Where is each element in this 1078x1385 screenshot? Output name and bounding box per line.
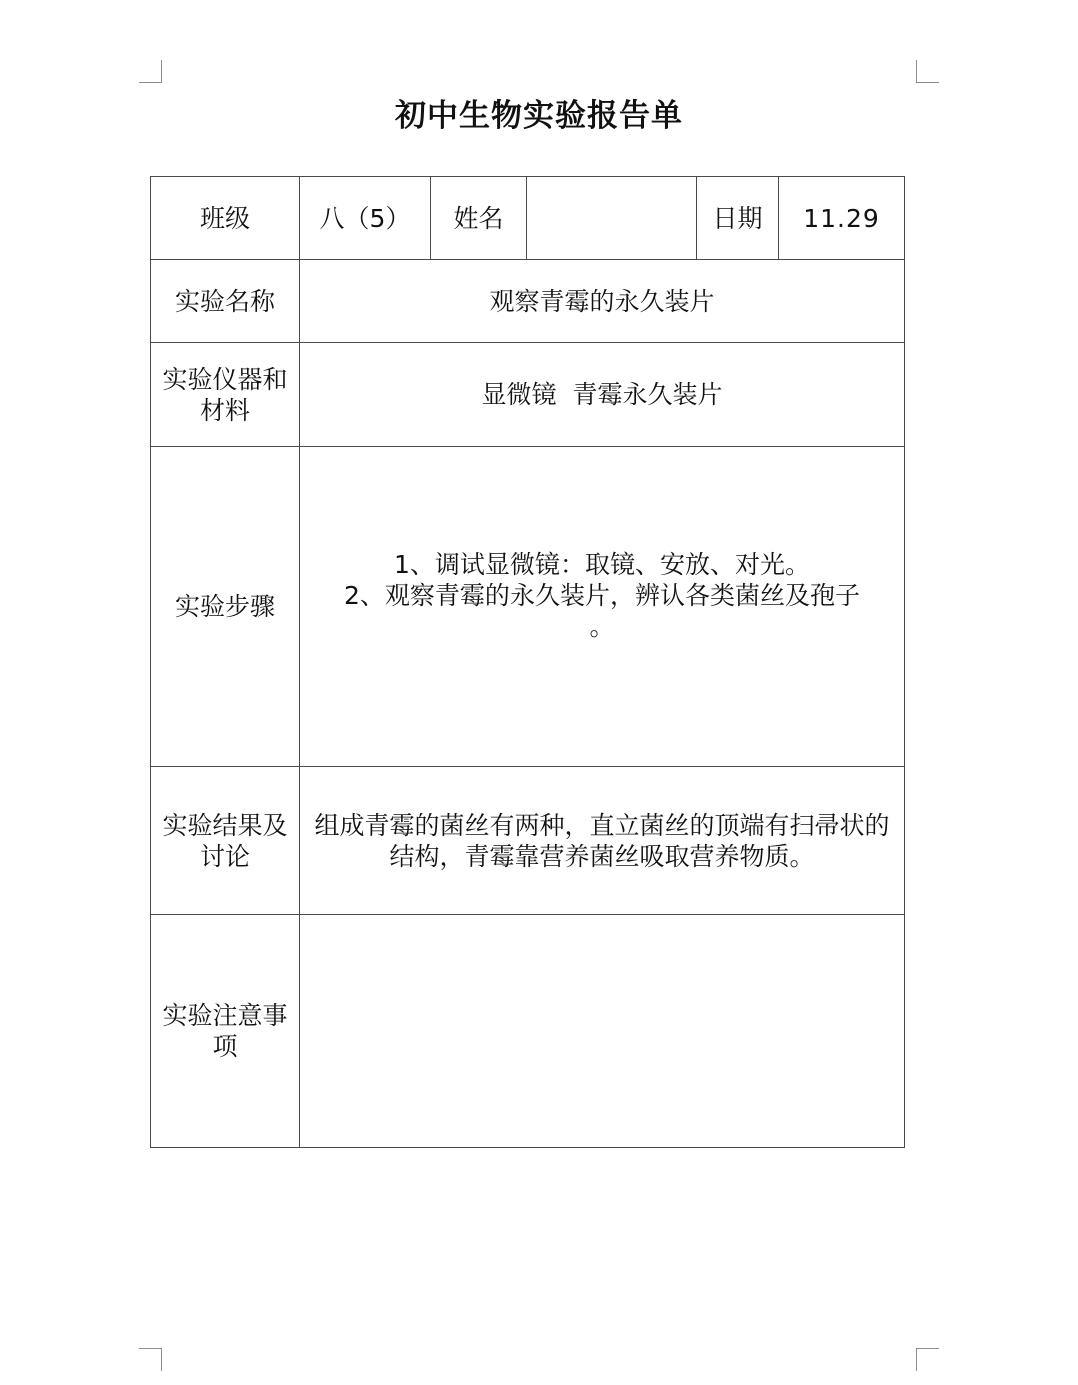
crop-mark-top-left xyxy=(139,60,162,83)
results-value[interactable] xyxy=(300,767,905,915)
name-value[interactable] xyxy=(527,177,697,260)
crop-mark-top-right xyxy=(916,60,939,83)
materials-value[interactable]: 显微镜 青霉永久装片 xyxy=(300,343,905,447)
experiment-name-row xyxy=(151,260,905,343)
page-title: 初中生物实验报告单 xyxy=(395,98,683,134)
materials-label: 实验仪器和材料 xyxy=(151,343,300,447)
results-row xyxy=(151,767,905,915)
experiment-name-value[interactable]: 观察青霉的永久装片 xyxy=(300,260,905,343)
materials-row xyxy=(151,343,905,447)
class-value[interactable]: 八（5） xyxy=(300,177,431,260)
steps-label: 实验步骤 xyxy=(151,447,300,767)
notes-label: 实验注意事项 xyxy=(151,915,300,1148)
notes-value[interactable] xyxy=(300,915,905,1148)
results-text: 组成青霉的菌丝有两种，直立菌丝的顶端有扫帚状的结构，青霉靠营养菌丝吸取营养物质。 xyxy=(314,810,890,871)
date-label: 日期 xyxy=(697,177,779,260)
class-label: 班级 xyxy=(151,177,300,260)
results-label: 实验结果及讨论 xyxy=(151,767,300,915)
notes-row xyxy=(151,915,905,1148)
experiment-name-label: 实验名称 xyxy=(151,260,300,343)
date-value[interactable]: 11.29 xyxy=(779,177,905,260)
crop-mark-bottom-right xyxy=(916,1348,939,1371)
report-table xyxy=(150,176,905,1148)
step-line-2: 2、观察青霉的永久装片，辨认各类菌丝及孢子 xyxy=(344,581,860,610)
steps-row xyxy=(151,447,905,767)
name-label: 姓名 xyxy=(431,177,527,260)
info-row xyxy=(151,177,905,260)
steps-value[interactable] xyxy=(300,447,905,767)
step-line-3: 。 xyxy=(589,612,615,641)
steps-content xyxy=(306,549,898,642)
step-line-1: 1、调试显微镜：取镜、安放、对光。 xyxy=(394,550,810,579)
crop-mark-bottom-left xyxy=(139,1348,162,1371)
